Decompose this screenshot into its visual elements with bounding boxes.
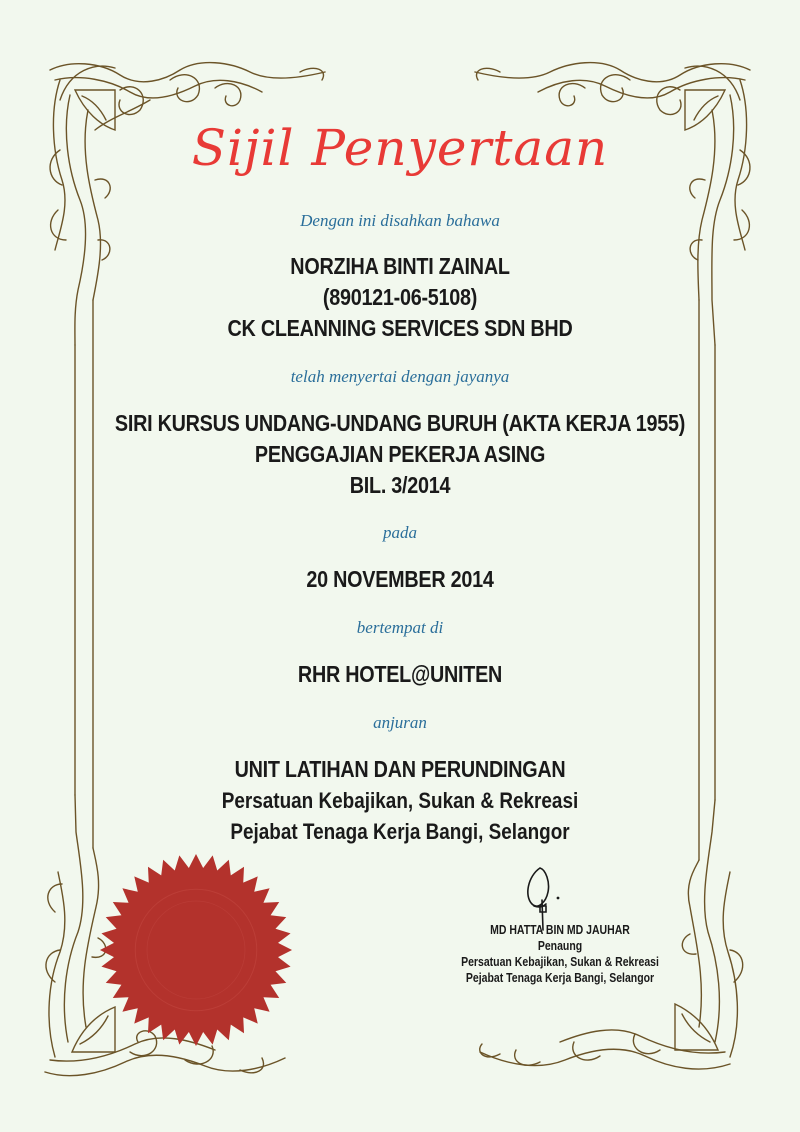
- intro-organizer-text: anjuran: [373, 713, 427, 732]
- participant-company: CK CLEANNING SERVICES SDN BHD: [227, 315, 573, 341]
- signatory-block: [420, 922, 700, 986]
- intro-venue-text: bertempat di: [356, 618, 444, 637]
- organizer-unit: UNIT LATIHAN DAN PERUNDINGAN: [234, 756, 566, 782]
- red-seal-icon: [98, 852, 294, 1048]
- signatory-org-line2: Pejabat Tenaga Kerja Bangi, Selangor: [465, 971, 655, 985]
- participant-name: NORZIHA BINTI ZAINAL: [290, 253, 510, 279]
- course-number: BIL. 3/2014: [349, 472, 451, 498]
- signatory-org-line1: Persatuan Kebajikan, Sukan & Rekreasi: [461, 955, 659, 969]
- organizer-association: Persatuan Kebajikan, Sukan & Rekreasi: [221, 788, 579, 813]
- intro-participated-text: telah menyertai dengan jayanya: [290, 367, 510, 386]
- organizer-office: Pejabat Tenaga Kerja Bangi, Selangor: [230, 819, 570, 844]
- certificate-title: Sijil Penyertaan: [191, 119, 609, 177]
- intro-date-text: pada: [383, 523, 417, 542]
- course-title-line2: PENGGAJIAN PEKERJA ASING: [254, 441, 546, 467]
- intro-certify-text: Dengan ini disahkan bahawa: [300, 211, 500, 230]
- participant-ic-number: (890121-06-5108): [322, 284, 478, 310]
- course-date: 20 NOVEMBER 2014: [306, 566, 494, 592]
- course-title-line1: SIRI KURSUS UNDANG-UNDANG BURUH (AKTA KERJA 1955): [114, 410, 686, 436]
- course-venue: RHR HOTEL@UNITEN: [297, 661, 503, 687]
- signatory-name: MD HATTA BIN MD JAUHAR: [490, 923, 630, 937]
- signatory-role: Penaung: [537, 939, 583, 953]
